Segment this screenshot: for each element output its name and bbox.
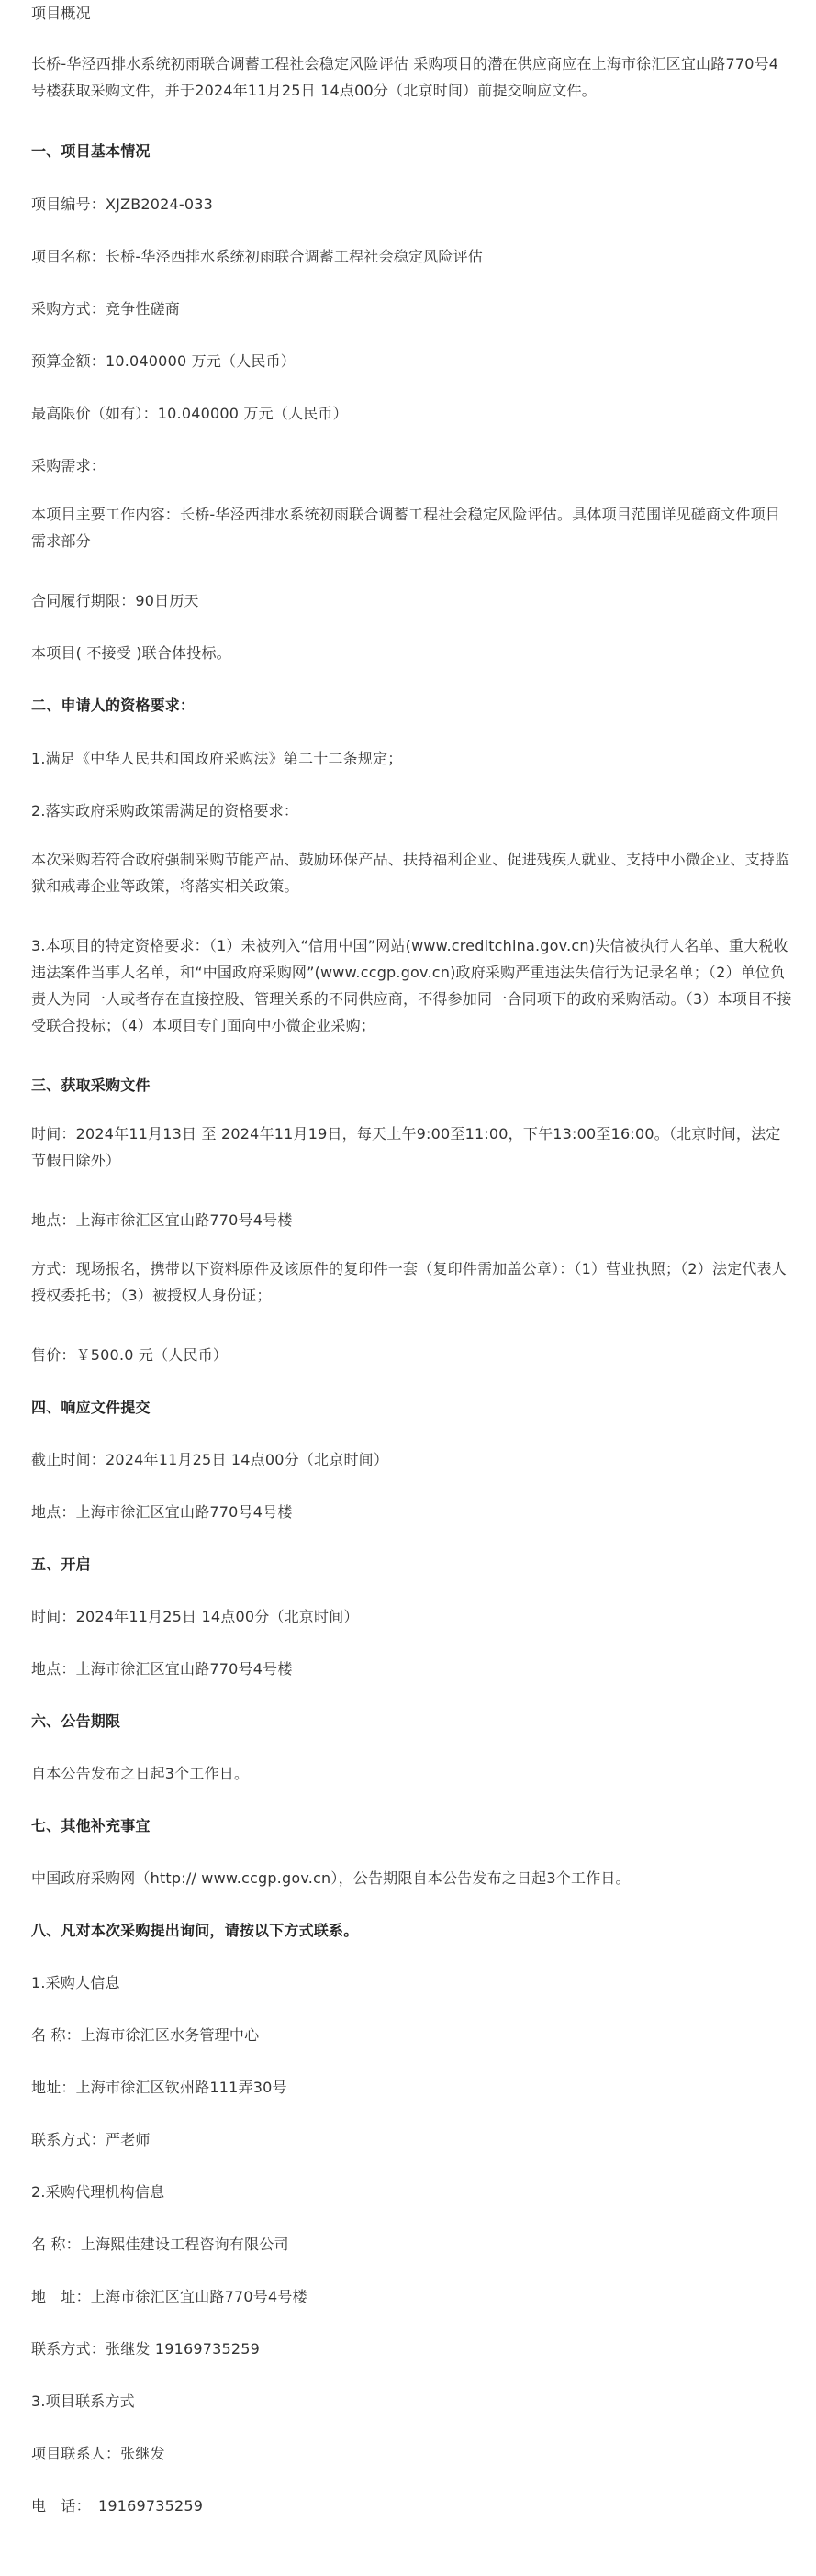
document-price: 售价：￥500.0 元（人民币）: [31, 1346, 229, 1364]
other-text: 中国政府采购网（http:// www.ccgp.gov.cn），公告期限自本公告发布之日起3个工作日。: [31, 1869, 631, 1887]
project-contact-person: 项目联系人：张继发: [31, 2445, 165, 2462]
opening-place: 地点：上海市徐汇区宜山路770号4号楼: [31, 1660, 293, 1678]
section-qualification-heading: 二、申请人的资格要求：: [31, 697, 196, 714]
agent-contact: 联系方式：张继发 19169735259: [31, 2340, 261, 2358]
buyer-address: 地址：上海市徐汇区钦州路111弄30号: [31, 2079, 287, 2096]
qualification-item-2: 2.落实政府采购政策需满足的资格要求：: [31, 802, 299, 820]
agent-info-title: 2.采购代理机构信息: [31, 2183, 165, 2201]
qualification-item-1: 1.满足《中华人民共和国政府采购法》第二十二条规定；: [31, 750, 403, 767]
obtain-place: 地点：上海市徐汇区宜山路770号4号楼: [31, 1211, 293, 1229]
opening-time: 时间：2024年11月25日 14点00分（北京时间）: [31, 1608, 359, 1625]
submit-deadline: 截止时间：2024年11月25日 14点00分（北京时间）: [31, 1451, 389, 1468]
section-submit-heading: 四、响应文件提交: [31, 1399, 151, 1416]
section-obtain-heading: 三、获取采购文件: [31, 1076, 151, 1094]
project-name: 项目名称：长桥-华泾西排水系统初雨联合调蓄工程社会稳定风险评估: [31, 248, 483, 265]
buyer-name: 名 称：上海市徐汇区水务管理中心: [31, 2026, 260, 2044]
section-other-heading: 七、其他补充事宜: [31, 1817, 151, 1834]
section-period-heading: 六、公告期限: [31, 1712, 121, 1730]
contract-period: 合同履行期限：90日历天: [31, 592, 199, 609]
section-contact-heading: 八、凡对本次采购提出询问，请按以下方式联系。: [31, 1922, 359, 1939]
budget-amount: 预算金额：10.040000 万元（人民币）: [31, 352, 296, 370]
qualification-item-3: 3.本项目的特定资格要求：（1）未被列入“信用中国”网站(www.creditchina.gov.cn)失信被执行人名单、重大税收违法案件当事人名单，和“中国政府采购网”(www.ccgp.gov.cn)政府采购严重违法失信行为记录名单；（2）单位负责人为同一人或者存在直接控股、管理关系的不同供应商，不得参加同一合同项下的政府采购活动。（3）本项目不接受联合投标；（4）本项目专门面向中小微企业采购；: [31, 937, 792, 1034]
agent-address: 地 址：上海市徐汇区宜山路770号4号楼: [31, 2288, 307, 2305]
max-price: 最高限价（如有）：10.040000 万元（人民币）: [31, 405, 348, 422]
obtain-time: 时间：2024年11月13日 至 2024年11月19日，每天上午9:00至11:00，下午13:00至16:00。（北京时间，法定节假日除外）: [31, 1125, 781, 1169]
project-number: 项目编号：XJZB2024-033: [31, 195, 214, 213]
overview-title: 项目概况: [31, 5, 91, 22]
overview-text: 长桥-华泾西排水系统初雨联合调蓄工程社会稳定风险评估 采购项目的潜在供应商应在上海市徐汇区宜山路770号4号楼获取采购文件，并于2024年11月25日 14点00分（北京时间）前提交响应文件。: [31, 55, 779, 99]
buyer-info-title: 1.采购人信息: [31, 1974, 120, 1991]
demand-text: 本项目主要工作内容：长桥-华泾西排水系统初雨联合调蓄工程社会稳定风险评估。具体项目范围详见磋商文件项目需求部分: [31, 506, 780, 550]
section-basic-heading: 一、项目基本情况: [31, 142, 151, 160]
obtain-method: 方式：现场报名，携带以下资料原件及该原件的复印件一套（复印件需加盖公章）：（1）营业执照；（2）法定代表人授权委托书；（3）被授权人身份证；: [31, 1260, 787, 1304]
procurement-method: 采购方式：竞争性磋商: [31, 300, 181, 318]
buyer-contact: 联系方式：严老师: [31, 2131, 151, 2148]
period-text: 自本公告发布之日起3个工作日。: [31, 1765, 250, 1782]
demand-label: 采购需求：: [31, 457, 106, 474]
project-contact-title: 3.项目联系方式: [31, 2392, 135, 2410]
consortium-note: 本项目( 不接受 )联合体投标。: [31, 644, 231, 662]
submit-place: 地点：上海市徐汇区宜山路770号4号楼: [31, 1503, 293, 1521]
project-contact-phone: 电 话： 19169735259: [31, 2497, 204, 2515]
qualification-item-2-text: 本次采购若符合政府强制采购节能产品、鼓励环保产品、扶持福利企业、促进残疾人就业、支持中小微企业、支持监狱和戒毒企业等政策，将落实相关政策。: [31, 851, 790, 895]
agent-name: 名 称：上海熙佳建设工程咨询有限公司: [31, 2236, 289, 2253]
section-opening-heading: 五、开启: [31, 1556, 91, 1573]
